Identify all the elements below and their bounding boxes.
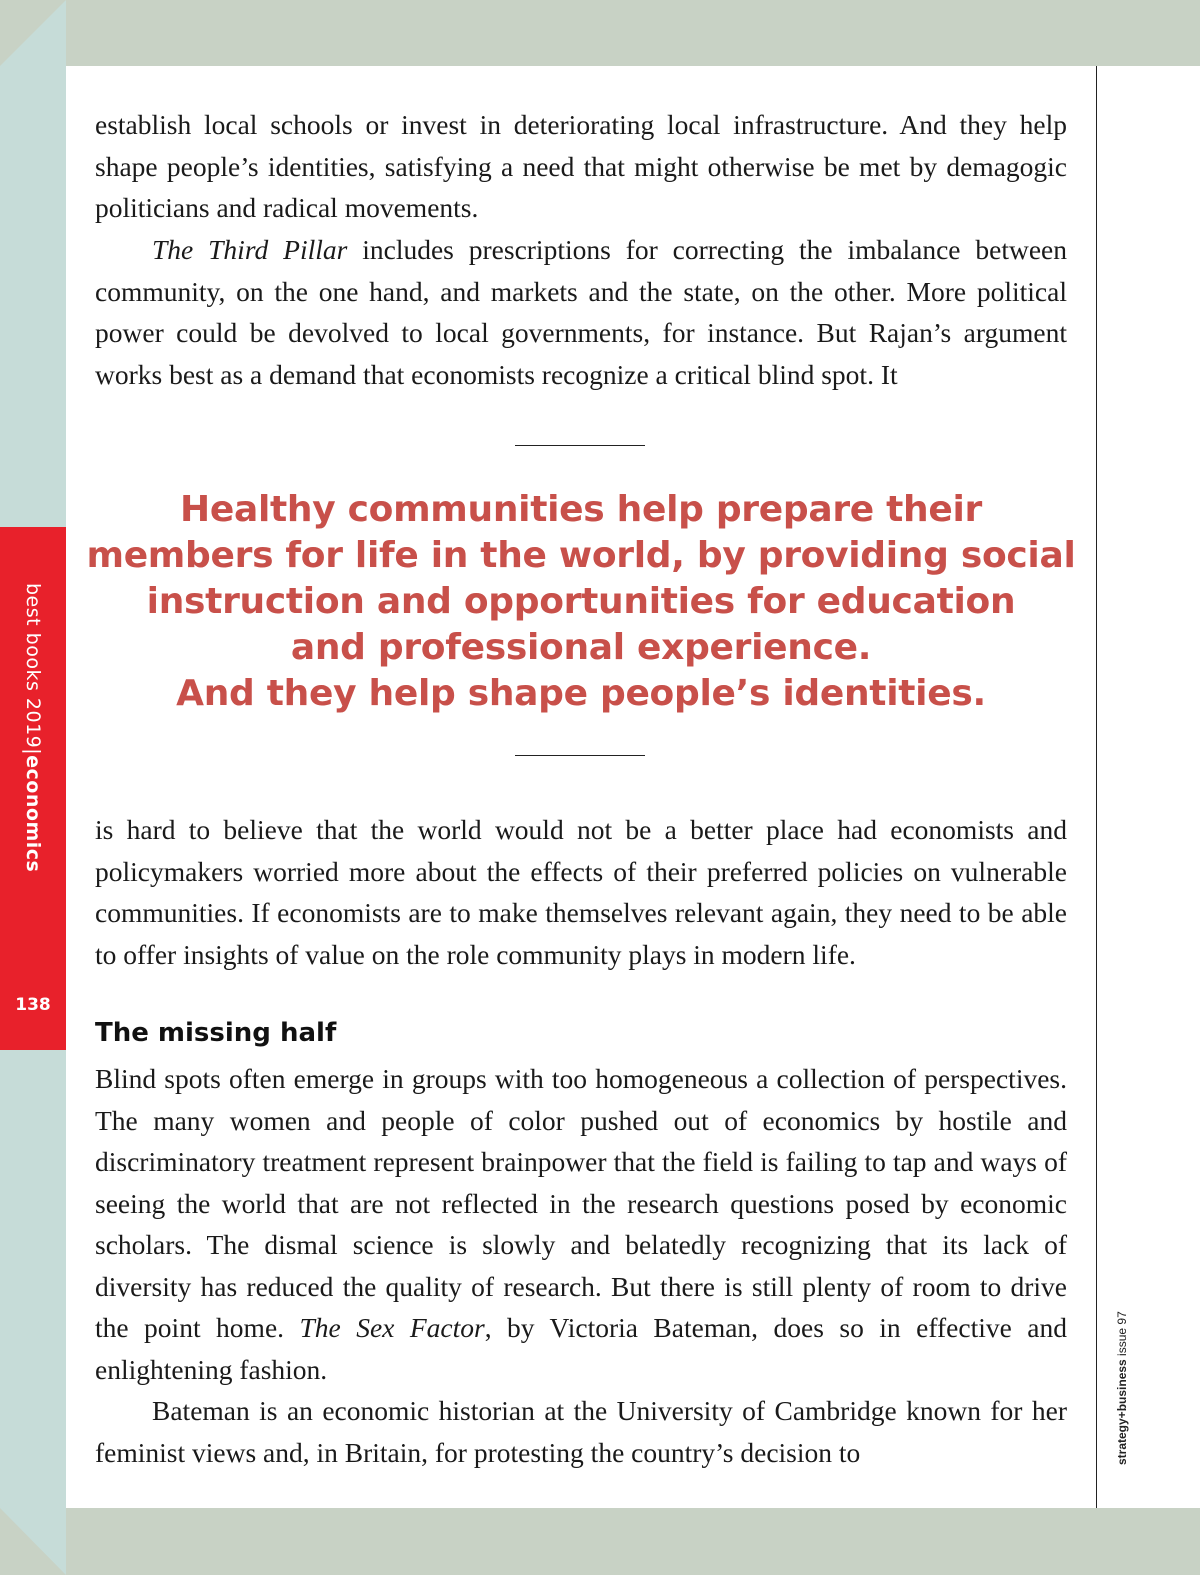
section-topic: economics [22, 755, 44, 873]
body-paragraph-4-text-a: Blind spots often emerge in groups with too homogeneous a collection of perspectives. The many women and people of color pushed out of economics by hostile and discriminatory treatment represent brainpower that the field is failing to tap and ways of seeing the world that are not reflected in the research questions posed by economic scholars. The dismal science is slowly and belatedly recognizing that its lack of diversity has reduced the quality of research. But there is still plenty of room to drive the point home. [95, 1063, 1067, 1343]
page-number: 138 [15, 995, 51, 1015]
page-frame-top [0, 0, 1200, 66]
right-margin-rule [1096, 66, 1097, 1508]
section-label [8, 583, 58, 873]
pull-quote-divider-bottom [515, 755, 645, 756]
body-paragraph-2 [95, 229, 1067, 395]
book-title-third-pillar: The Third Pillar [152, 234, 348, 265]
pull-quote-line: instruction and opportunities for education [146, 581, 1016, 622]
section-divider: | [22, 748, 44, 756]
issue-number: issue 97 [1115, 1311, 1129, 1356]
pull-quote-line: and professional experience. [290, 627, 872, 668]
body-paragraph-5: Bateman is an economic historian at the University of Cambridge known for her feminist views and, in Britain, for protesting the country’s decision to [95, 1395, 1067, 1468]
body-paragraph-4-text-b: , by Victoria Bateman, does so in effective and enlightening fashion. [95, 1312, 1067, 1385]
publication-footer [1107, 1290, 1137, 1465]
book-title-sex-factor: The Sex Factor [299, 1312, 485, 1343]
body-paragraph-2-text: includes prescriptions for correcting the imbalance between community, on the one hand, and markets and the state, on the other. More political power could be devolved to local governments, for instance. But Rajan’s argument works best as a demand that economists recognize a critical blind spot. It [95, 234, 1067, 390]
pull-quote-divider-top [515, 445, 645, 446]
frame-corner-bottom [0, 1508, 66, 1575]
section-heading: The missing half [95, 1018, 337, 1048]
page-frame-bottom [0, 1508, 1200, 1575]
frame-corner-top [0, 0, 66, 66]
body-paragraph-3: is hard to believe that the world would not be a better place had economists and policymakers worried more about the effects of their preferred policies on vulnerable communities. If economists are to make themselves relevant again, they need to be able to offer insights of value on the role community plays in modern life. [95, 814, 1067, 970]
pull-quote [66, 487, 1096, 717]
publication-name: strategy+business [1115, 1359, 1129, 1465]
body-paragraph-1: establish local schools or invest in deteriorating local infrastructure. And they help shape people’s identities, satisfying a need that might otherwise be met by demagogic politicians and radical movements. [95, 109, 1067, 223]
pull-quote-line: And they help shape people’s identities. [176, 673, 986, 714]
pull-quote-line: members for life in the world, by providing social [86, 535, 1076, 576]
body-paragraph-4 [95, 1058, 1067, 1390]
pull-quote-line: Healthy communities help prepare their [180, 489, 982, 530]
section-label-text: best books 2019 [22, 583, 44, 749]
